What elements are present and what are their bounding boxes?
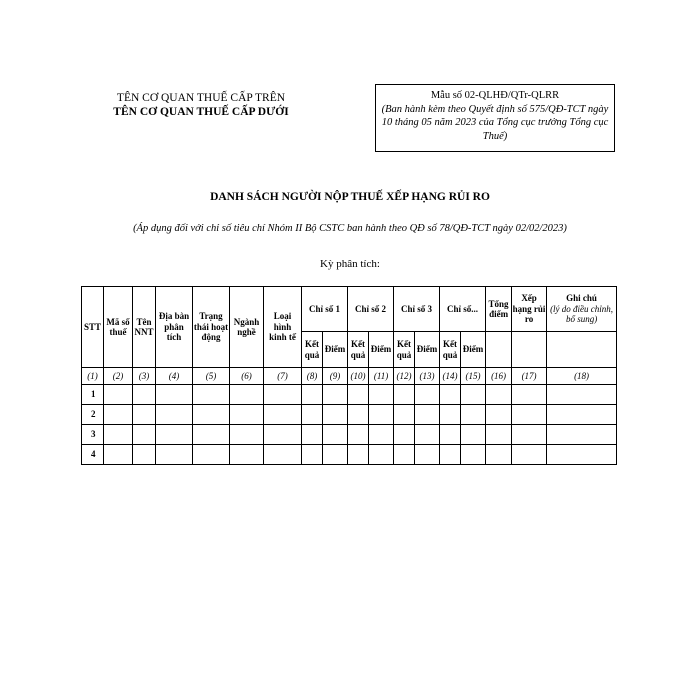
table-cell <box>193 445 230 465</box>
table-cell <box>302 385 323 405</box>
table-cell <box>264 405 302 425</box>
table-cell <box>440 385 461 405</box>
table-cell <box>264 425 302 445</box>
table-cell <box>230 425 264 445</box>
table-cell <box>104 385 133 405</box>
table-cell <box>302 405 323 425</box>
header-note-label: Ghi chú <box>566 293 597 304</box>
column-number: (1) <box>82 368 104 385</box>
table-cell <box>104 425 133 445</box>
column-number: (17) <box>512 368 547 385</box>
table-cell <box>230 405 264 425</box>
table-cell <box>461 425 486 445</box>
table-cell <box>415 425 440 445</box>
column-number: (14) <box>440 368 461 385</box>
table-cell <box>193 425 230 445</box>
table-cell <box>486 405 512 425</box>
form-code-box <box>375 84 615 152</box>
document-subtitle: (Áp dụng đối với chỉ số tiêu chí Nhóm II Bộ CSTC ban hành theo QĐ số 78/QĐ-TCT ngày 02/02/2023) <box>133 223 567 234</box>
table-cell <box>348 385 369 405</box>
analysis-period-label: Kỳ phân tích: <box>320 258 380 270</box>
table-cell <box>486 425 512 445</box>
row-number: 2 <box>82 405 104 425</box>
table-cell <box>156 385 193 405</box>
column-number: (16) <box>486 368 512 385</box>
table-row <box>82 445 617 465</box>
column-number: (6) <box>230 368 264 385</box>
table-cell <box>230 385 264 405</box>
form-code: Mẫu số 02-QLHĐ/QTr-QLRR <box>430 90 560 101</box>
table-cell <box>369 425 394 445</box>
header-analysis-area: Địa bàn phân tích <box>156 287 193 368</box>
header-result: Kết quả <box>440 332 461 368</box>
header-blank-cell <box>486 332 512 368</box>
table-cell <box>547 385 617 405</box>
table-cell <box>193 385 230 405</box>
tax-authority-header <box>96 91 306 119</box>
table-cell <box>486 385 512 405</box>
column-number: (13) <box>415 368 440 385</box>
table-cell <box>323 405 348 425</box>
column-number: (11) <box>369 368 394 385</box>
table-cell <box>348 405 369 425</box>
table-cell <box>302 425 323 445</box>
column-number: (12) <box>394 368 415 385</box>
header-total-score: Tổng điểm <box>486 287 512 332</box>
table-cell <box>348 445 369 465</box>
table-cell <box>369 405 394 425</box>
table-cell <box>547 405 617 425</box>
table-cell <box>512 425 547 445</box>
table-cell <box>440 425 461 445</box>
column-number-row <box>82 368 617 385</box>
table-cell <box>394 405 415 425</box>
header-result: Kết quả <box>302 332 323 368</box>
header-note <box>547 287 617 332</box>
table-cell <box>369 385 394 405</box>
table-cell <box>512 405 547 425</box>
form-issuance-note: (Ban hành kèm theo Quyết định số 575/QĐ-TCT ngày 10 tháng 05 năm 2023 của Tổng cục trưởng Tổng cục Thuế) <box>381 103 609 142</box>
column-number: (18) <box>547 368 617 385</box>
table-cell <box>461 405 486 425</box>
table-cell <box>440 445 461 465</box>
table-cell <box>440 405 461 425</box>
column-number: (2) <box>104 368 133 385</box>
header-blank-cell <box>547 332 617 368</box>
header-operating-status: Trạng thái hoạt động <box>193 287 230 368</box>
table-cell <box>323 425 348 445</box>
header-stt: STT <box>82 287 104 368</box>
column-number: (9) <box>323 368 348 385</box>
table-cell <box>547 445 617 465</box>
header-blank-cell <box>512 332 547 368</box>
table-cell <box>104 445 133 465</box>
table-cell <box>323 445 348 465</box>
table-cell <box>230 445 264 465</box>
document-title: DANH SÁCH NGƯỜI NỘP THUẾ XẾP HẠNG RỦI RO <box>210 191 490 203</box>
table-cell <box>461 445 486 465</box>
table-cell <box>415 445 440 465</box>
table-cell <box>133 425 156 445</box>
table-cell <box>193 405 230 425</box>
table-cell <box>264 385 302 405</box>
table-body <box>82 385 617 465</box>
table-cell <box>348 425 369 445</box>
table-cell <box>133 385 156 405</box>
table-cell <box>461 385 486 405</box>
table-cell <box>156 445 193 465</box>
table-cell <box>547 425 617 445</box>
column-number: (3) <box>133 368 156 385</box>
table-row <box>82 425 617 445</box>
table-cell <box>264 445 302 465</box>
table-cell <box>323 385 348 405</box>
header-indicator-2: Chỉ số 2 <box>348 287 394 332</box>
upper-authority-name: TÊN CƠ QUAN THUẾ CẤP TRÊN <box>116 92 286 104</box>
column-number: (8) <box>302 368 323 385</box>
header-score: Điểm <box>369 332 394 368</box>
column-number: (7) <box>264 368 302 385</box>
header-result: Kết quả <box>348 332 369 368</box>
column-number: (15) <box>461 368 486 385</box>
table-cell <box>415 405 440 425</box>
table-row <box>82 405 617 425</box>
column-number: (10) <box>348 368 369 385</box>
column-number: (5) <box>193 368 230 385</box>
header-taxpayer-name: Tên NNT <box>133 287 156 368</box>
row-number: 4 <box>82 445 104 465</box>
table-cell <box>133 445 156 465</box>
column-number: (4) <box>156 368 193 385</box>
table-cell <box>512 445 547 465</box>
table-cell <box>104 405 133 425</box>
header-score: Điểm <box>415 332 440 368</box>
header-indicator-n: Chỉ số... <box>440 287 486 332</box>
header-risk-rank: Xếp hạng rủi ro <box>512 287 547 332</box>
risk-ranking-table <box>81 286 617 465</box>
table-cell <box>302 445 323 465</box>
header-economic-type: Loại hình kinh tế <box>264 287 302 368</box>
row-number: 3 <box>82 425 104 445</box>
header-industry: Ngành nghề <box>230 287 264 368</box>
header-score: Điểm <box>461 332 486 368</box>
row-number: 1 <box>82 385 104 405</box>
table-cell <box>394 385 415 405</box>
header-note-detail: (lý do điều chỉnh, bổ sung) <box>550 303 614 325</box>
table-cell <box>156 405 193 425</box>
table-cell <box>394 445 415 465</box>
table-cell <box>133 405 156 425</box>
header-score: Điểm <box>323 332 348 368</box>
table-cell <box>512 385 547 405</box>
header-result: Kết quả <box>394 332 415 368</box>
table-cell <box>415 385 440 405</box>
header-tax-code: Mã số thuế <box>104 287 133 368</box>
table-cell <box>394 425 415 445</box>
table-cell <box>486 445 512 465</box>
header-indicator-3: Chỉ số 3 <box>394 287 440 332</box>
table-cell <box>156 425 193 445</box>
table-cell <box>369 445 394 465</box>
lower-authority-name: TÊN CƠ QUAN THUẾ CẤP DƯỚI <box>113 106 289 118</box>
header-indicator-1: Chỉ số 1 <box>302 287 348 332</box>
table-row <box>82 385 617 405</box>
